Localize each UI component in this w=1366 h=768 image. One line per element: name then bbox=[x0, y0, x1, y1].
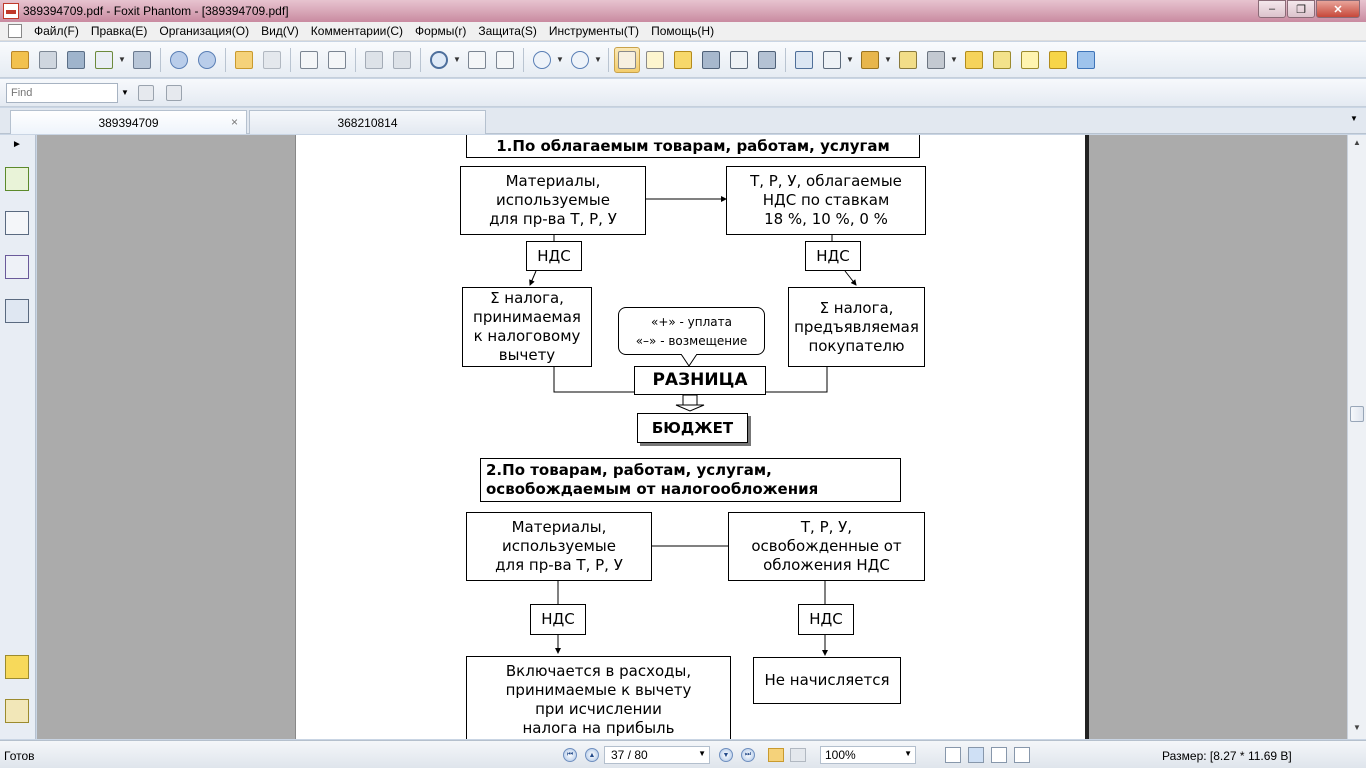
title-bar bbox=[0, 0, 1366, 22]
document-icon[interactable] bbox=[8, 24, 22, 38]
s1-materials-box: Материалы, используемые для пр-ва Т, Р, У bbox=[460, 166, 646, 235]
comments-panel-icon[interactable] bbox=[5, 655, 29, 679]
print-icon[interactable] bbox=[63, 47, 89, 73]
continuous-facing-view-icon[interactable] bbox=[1014, 747, 1030, 763]
s1-tax-deduction-box: Σ налога, принимаемая к налоговому вычету bbox=[462, 287, 592, 367]
hand-tool-icon[interactable] bbox=[614, 47, 640, 73]
layers-icon[interactable] bbox=[5, 255, 29, 279]
zoom-in-dropdown-icon[interactable]: ▼ bbox=[594, 55, 602, 64]
main-toolbar bbox=[0, 42, 1366, 78]
menu-view[interactable]: Вид(V) bbox=[261, 23, 299, 38]
status-bar bbox=[0, 740, 1366, 768]
next-page-icon[interactable] bbox=[194, 47, 220, 73]
zoom-dropdown-icon[interactable]: ▼ bbox=[904, 749, 912, 758]
snapshot-icon[interactable] bbox=[754, 47, 780, 73]
page-number-field[interactable] bbox=[604, 746, 710, 764]
s2-nds-right-box: НДС bbox=[798, 604, 854, 635]
tab-368210814[interactable] bbox=[249, 110, 486, 134]
budget-box: БЮДЖЕТ bbox=[637, 413, 748, 443]
window-title: 389394709.pdf - Foxit Phantom - [389394709.pdf] bbox=[23, 4, 289, 18]
s2-materials-box: Материалы, используемые для пр-ва Т, Р, У bbox=[466, 512, 652, 581]
facing-view-icon[interactable] bbox=[991, 747, 1007, 763]
find-next-icon[interactable] bbox=[161, 80, 187, 106]
s2-nds-left-box: НДС bbox=[530, 604, 586, 635]
page-number-value: 37 / 80 bbox=[611, 748, 648, 762]
toolbar-separator bbox=[785, 48, 786, 72]
tab-close-icon[interactable]: × bbox=[230, 115, 238, 129]
callout-minus-text: «–» - возмещение bbox=[635, 334, 748, 348]
tab-label: 368210814 bbox=[337, 115, 398, 130]
s1-nds-left-box: НДС bbox=[526, 241, 582, 271]
toolbar-separator bbox=[355, 48, 356, 72]
text-box-icon[interactable] bbox=[1017, 47, 1043, 73]
form-field-icon[interactable] bbox=[791, 47, 817, 73]
toolbar-separator bbox=[225, 48, 226, 72]
pencil-icon[interactable] bbox=[989, 47, 1015, 73]
zoom-in-icon[interactable] bbox=[567, 47, 593, 73]
lock-icon[interactable] bbox=[923, 47, 949, 73]
status-text: Готов bbox=[4, 749, 35, 763]
typewriter-icon[interactable] bbox=[726, 47, 752, 73]
close-button[interactable]: ✕ bbox=[1316, 0, 1360, 18]
forward-view-icon[interactable] bbox=[790, 748, 806, 762]
scroll-down-icon[interactable]: ▼ bbox=[1353, 723, 1361, 732]
difference-callout bbox=[618, 307, 765, 355]
section1-title: 1.По облагаемым товарам, работам, услугам bbox=[466, 135, 920, 158]
menu-protect[interactable]: Защита(S) bbox=[478, 23, 537, 38]
zoom-tool-dropdown-icon[interactable]: ▼ bbox=[453, 55, 461, 64]
next-page-status-icon[interactable]: ▼ bbox=[719, 748, 733, 762]
highlight-icon[interactable] bbox=[961, 47, 987, 73]
s1-nds-right-box: НДС bbox=[805, 241, 861, 271]
arrow-tool-icon[interactable] bbox=[1073, 47, 1099, 73]
insert-pages-icon[interactable] bbox=[324, 47, 350, 73]
difference-box: РАЗНИЦА bbox=[634, 366, 766, 395]
maximize-button[interactable]: ❐ bbox=[1287, 0, 1315, 18]
menu-bar bbox=[0, 22, 1366, 41]
tab-label: 389394709 bbox=[98, 115, 159, 130]
scroll-up-icon[interactable]: ▲ bbox=[1353, 138, 1361, 147]
lock-dropdown-icon[interactable]: ▼ bbox=[950, 55, 958, 64]
pages-icon[interactable] bbox=[5, 211, 29, 235]
s2-expense-box: Включается в расходы, принимаемые к вычету при исчислении налога на прибыль bbox=[466, 656, 731, 739]
menu-tools[interactable]: Инструменты(T) bbox=[548, 23, 640, 38]
back-arrow-icon[interactable] bbox=[231, 47, 257, 73]
navigation-panel bbox=[0, 135, 36, 739]
forward-arrow-icon[interactable] bbox=[259, 47, 285, 73]
zoom-out-icon[interactable] bbox=[529, 47, 555, 73]
s1-tax-to-buyer-box: Σ налога, предъявляемая покупателю bbox=[788, 287, 925, 367]
s1-taxable-goods-box: Т, Р, У, облагаемые НДС по ставкам 18 %, 10 %, 0 % bbox=[726, 166, 926, 235]
section2-title: 2.По товарам, работам, услугам, освобождаемым от налогообложения bbox=[480, 458, 901, 502]
zoom-level-value: 100% bbox=[825, 748, 856, 762]
foxit-app-icon[interactable] bbox=[3, 3, 19, 19]
find-bar bbox=[0, 79, 1366, 107]
stamp-icon[interactable] bbox=[857, 47, 883, 73]
tab-389394709[interactable] bbox=[10, 110, 247, 134]
select-annotation-icon[interactable] bbox=[670, 47, 696, 73]
attachments-panel-icon[interactable] bbox=[5, 299, 29, 323]
tab-scroll-icon[interactable]: ▼ bbox=[1350, 114, 1358, 123]
save-icon[interactable] bbox=[35, 47, 61, 73]
page-size-text: Размер: [8.27 * 11.69 В] bbox=[1162, 749, 1292, 763]
find-dropdown-icon[interactable]: ▼ bbox=[121, 88, 129, 97]
menu-comments[interactable]: Комментарии(C) bbox=[310, 23, 404, 38]
menu-help[interactable]: Помощь(H) bbox=[651, 23, 715, 38]
email-icon[interactable] bbox=[91, 47, 117, 73]
open-file-icon[interactable] bbox=[7, 47, 33, 73]
bookmarks-icon[interactable] bbox=[5, 167, 29, 191]
toolbar-separator bbox=[160, 48, 161, 72]
pdf-page bbox=[295, 135, 1089, 739]
window-controls bbox=[1257, 0, 1360, 18]
single-page-view-icon[interactable] bbox=[945, 747, 961, 763]
toolbar-separator bbox=[523, 48, 524, 72]
find-previous-icon[interactable] bbox=[133, 80, 159, 106]
find-input[interactable] bbox=[6, 83, 118, 103]
fit-page-icon[interactable] bbox=[464, 47, 490, 73]
menu-edit[interactable]: Правка(E) bbox=[90, 23, 148, 38]
toolbar-separator bbox=[608, 48, 609, 72]
edit-document-icon[interactable] bbox=[819, 47, 845, 73]
minimize-button[interactable]: – bbox=[1258, 0, 1286, 18]
zoom-tool-icon[interactable] bbox=[426, 47, 452, 73]
note-icon[interactable] bbox=[1045, 47, 1071, 73]
edit-document-dropdown-icon[interactable]: ▼ bbox=[846, 55, 854, 64]
stamp-dropdown-icon[interactable]: ▼ bbox=[884, 55, 892, 64]
menu-forms[interactable]: Формы(r) bbox=[415, 23, 467, 38]
undo-icon[interactable] bbox=[361, 47, 387, 73]
toolbar-separator bbox=[290, 48, 291, 72]
sign-icon[interactable] bbox=[895, 47, 921, 73]
menu-organize[interactable]: Организация(O) bbox=[159, 23, 250, 38]
select-text-icon[interactable] bbox=[642, 47, 668, 73]
page-dropdown-icon[interactable]: ▼ bbox=[698, 749, 706, 758]
last-page-icon[interactable]: ⏭ bbox=[741, 748, 755, 762]
continuous-view-icon[interactable] bbox=[968, 747, 984, 763]
first-page-icon[interactable]: ⏮ bbox=[563, 748, 577, 762]
fit-width-icon[interactable] bbox=[492, 47, 518, 73]
scan-icon[interactable] bbox=[129, 47, 155, 73]
email-dropdown-icon[interactable]: ▼ bbox=[118, 55, 126, 64]
callout-plus-text: «+» - уплата bbox=[650, 315, 732, 329]
zoom-out-dropdown-icon[interactable]: ▼ bbox=[556, 55, 564, 64]
zoom-level-field[interactable] bbox=[820, 746, 916, 764]
previous-page-icon[interactable] bbox=[166, 47, 192, 73]
extract-pages-icon[interactable] bbox=[296, 47, 322, 73]
menu-file[interactable]: Файл(F) bbox=[34, 23, 79, 38]
back-view-icon[interactable] bbox=[768, 748, 784, 762]
expand-panel-icon[interactable]: ► bbox=[12, 139, 22, 150]
vertical-scrollbar[interactable] bbox=[1347, 135, 1366, 739]
document-tabs bbox=[0, 108, 1366, 134]
s2-not-charged-box: Не начисляется bbox=[753, 657, 901, 704]
s2-exempt-goods-box: Т, Р, У, освобожденные от обложения НДС bbox=[728, 512, 925, 581]
paperclip-icon[interactable] bbox=[5, 699, 29, 723]
scroll-thumb[interactable] bbox=[1350, 406, 1364, 422]
binoculars-icon[interactable] bbox=[698, 47, 724, 73]
previous-page-status-icon[interactable]: ▲ bbox=[585, 748, 599, 762]
toolbar-separator bbox=[420, 48, 421, 72]
redo-icon[interactable] bbox=[389, 47, 415, 73]
document-viewport[interactable] bbox=[37, 135, 1347, 739]
